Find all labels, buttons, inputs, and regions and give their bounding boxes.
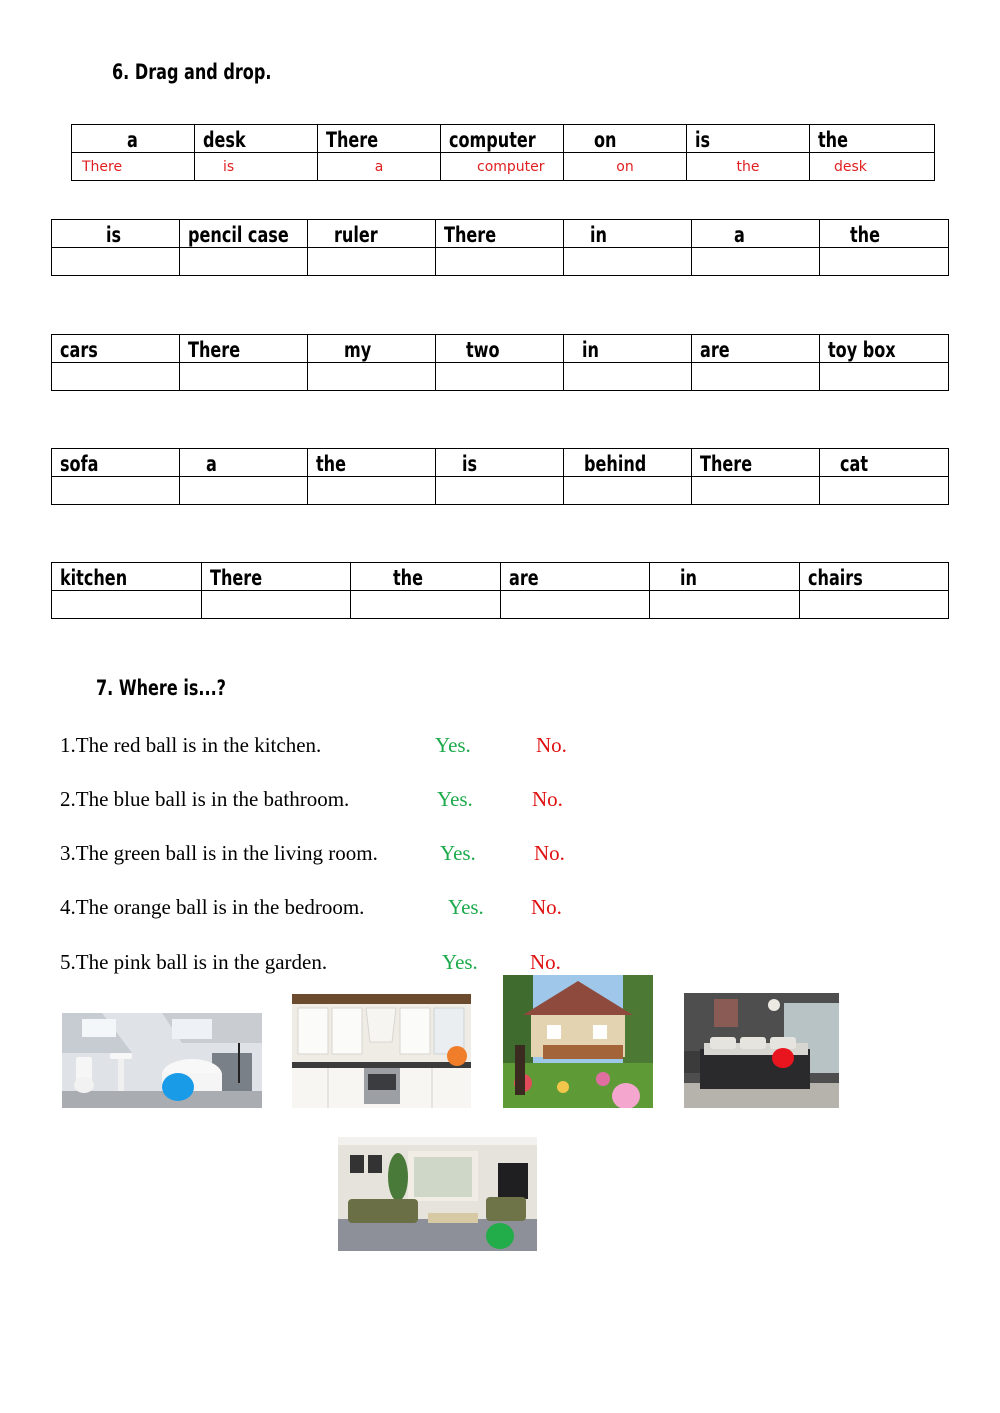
word-cell[interactable]: There — [692, 449, 820, 477]
yes-option-1[interactable]: Yes. — [435, 733, 471, 757]
answer-cell[interactable] — [820, 477, 949, 505]
answer-cell[interactable] — [52, 248, 180, 276]
answer-cell[interactable] — [692, 477, 820, 505]
answer-cell[interactable] — [202, 591, 351, 619]
orange-ball — [447, 1046, 467, 1066]
question-3: 3.The green ball is in the living room. — [60, 841, 378, 865]
exercise-word-table-2 — [51, 334, 949, 391]
yes-option-2[interactable]: Yes. — [437, 787, 473, 811]
answer-cell[interactable] — [800, 591, 949, 619]
answer-cell[interactable] — [820, 363, 949, 391]
word-cell[interactable]: a — [180, 449, 308, 477]
kitchen-picture — [292, 994, 471, 1108]
word-cell[interactable]: are — [692, 335, 820, 363]
garden-picture — [503, 975, 653, 1108]
answer-cell[interactable] — [650, 591, 800, 619]
yes-option-4[interactable]: Yes. — [448, 895, 484, 919]
exercise-word-table-3 — [51, 448, 949, 505]
word-cell[interactable]: ruler — [308, 220, 436, 248]
answer-cell[interactable] — [564, 363, 692, 391]
answer-cell[interactable] — [52, 591, 202, 619]
answer-cell[interactable] — [820, 248, 949, 276]
red-ball — [772, 1048, 794, 1068]
word-cell[interactable]: There — [318, 125, 441, 153]
answer-cell[interactable]: computer — [441, 153, 564, 181]
answer-cell[interactable] — [52, 363, 180, 391]
yes-option-5[interactable]: Yes. — [442, 950, 478, 974]
word-cell[interactable]: in — [650, 563, 800, 591]
answer-cell[interactable] — [436, 363, 564, 391]
example-word-table — [71, 124, 935, 181]
answer-cell[interactable]: is — [195, 153, 318, 181]
answer-cell[interactable] — [692, 248, 820, 276]
bathroom-picture — [62, 1013, 262, 1108]
answer-cell[interactable] — [308, 477, 436, 505]
word-cell[interactable]: behind — [564, 449, 692, 477]
word-cell[interactable]: pencil case — [180, 220, 308, 248]
answer-cell[interactable] — [501, 591, 650, 619]
word-cell[interactable]: in — [564, 220, 692, 248]
answer-cell[interactable]: There — [72, 153, 195, 181]
answer-cell[interactable] — [180, 248, 308, 276]
word-cell[interactable]: on — [564, 125, 687, 153]
yes-option-3[interactable]: Yes. — [440, 841, 476, 865]
word-cell[interactable]: is — [436, 449, 564, 477]
bedroom-picture — [684, 993, 839, 1108]
word-cell[interactable]: chairs — [800, 563, 949, 591]
word-cell[interactable]: my — [308, 335, 436, 363]
no-option-4[interactable]: No. — [531, 895, 562, 919]
answer-cell[interactable]: the — [687, 153, 810, 181]
word-cell[interactable]: toy box — [820, 335, 949, 363]
word-cell[interactable]: There — [202, 563, 351, 591]
answer-cell[interactable] — [564, 477, 692, 505]
word-cell[interactable]: is — [687, 125, 810, 153]
word-cell[interactable]: kitchen — [52, 563, 202, 591]
question-5: 5.The pink ball is in the garden. — [60, 950, 328, 974]
word-cell[interactable]: computer — [441, 125, 564, 153]
word-cell[interactable]: There — [436, 220, 564, 248]
no-option-2[interactable]: No. — [532, 787, 563, 811]
word-cell[interactable]: is — [52, 220, 180, 248]
no-option-1[interactable]: No. — [536, 733, 567, 757]
answer-cell[interactable] — [436, 477, 564, 505]
word-cell[interactable]: desk — [195, 125, 318, 153]
answer-cell[interactable] — [308, 363, 436, 391]
word-cell[interactable]: cat — [820, 449, 949, 477]
answer-cell[interactable] — [436, 248, 564, 276]
section-7-title: 7. Where is...? — [96, 676, 226, 700]
answer-cell[interactable] — [564, 248, 692, 276]
word-cell[interactable]: the — [308, 449, 436, 477]
question-4: 4.The orange ball is in the bedroom. — [60, 895, 365, 919]
word-cell[interactable]: two — [436, 335, 564, 363]
word-cell[interactable]: a — [72, 125, 195, 153]
answer-cell[interactable] — [308, 248, 436, 276]
answer-cell[interactable] — [52, 477, 180, 505]
word-cell[interactable]: a — [692, 220, 820, 248]
no-option-3[interactable]: No. — [534, 841, 565, 865]
answer-cell[interactable] — [180, 477, 308, 505]
pink-ball — [612, 1083, 640, 1108]
no-option-5[interactable]: No. — [530, 950, 561, 974]
blue-ball — [162, 1073, 194, 1101]
exercise-word-table-4 — [51, 562, 949, 619]
word-cell[interactable]: are — [501, 563, 650, 591]
word-cell[interactable]: the — [820, 220, 949, 248]
answer-cell[interactable] — [692, 363, 820, 391]
answer-cell[interactable] — [351, 591, 501, 619]
answer-cell[interactable]: a — [318, 153, 441, 181]
section-6-title: 6. Drag and drop. — [112, 60, 272, 84]
answer-cell[interactable]: on — [564, 153, 687, 181]
word-cell[interactable]: cars — [52, 335, 180, 363]
answer-cell[interactable] — [180, 363, 308, 391]
question-2: 2.The blue ball is in the bathroom. — [60, 787, 350, 811]
green-ball — [486, 1223, 514, 1249]
word-cell[interactable]: the — [810, 125, 935, 153]
word-cell[interactable]: the — [351, 563, 501, 591]
word-cell[interactable]: in — [564, 335, 692, 363]
question-1: 1.The red ball is in the kitchen. — [60, 733, 322, 757]
word-cell[interactable]: There — [180, 335, 308, 363]
exercise-word-table-1 — [51, 219, 949, 276]
living-room-picture — [338, 1137, 537, 1251]
word-cell[interactable]: sofa — [52, 449, 180, 477]
answer-cell[interactable]: desk — [810, 153, 935, 181]
